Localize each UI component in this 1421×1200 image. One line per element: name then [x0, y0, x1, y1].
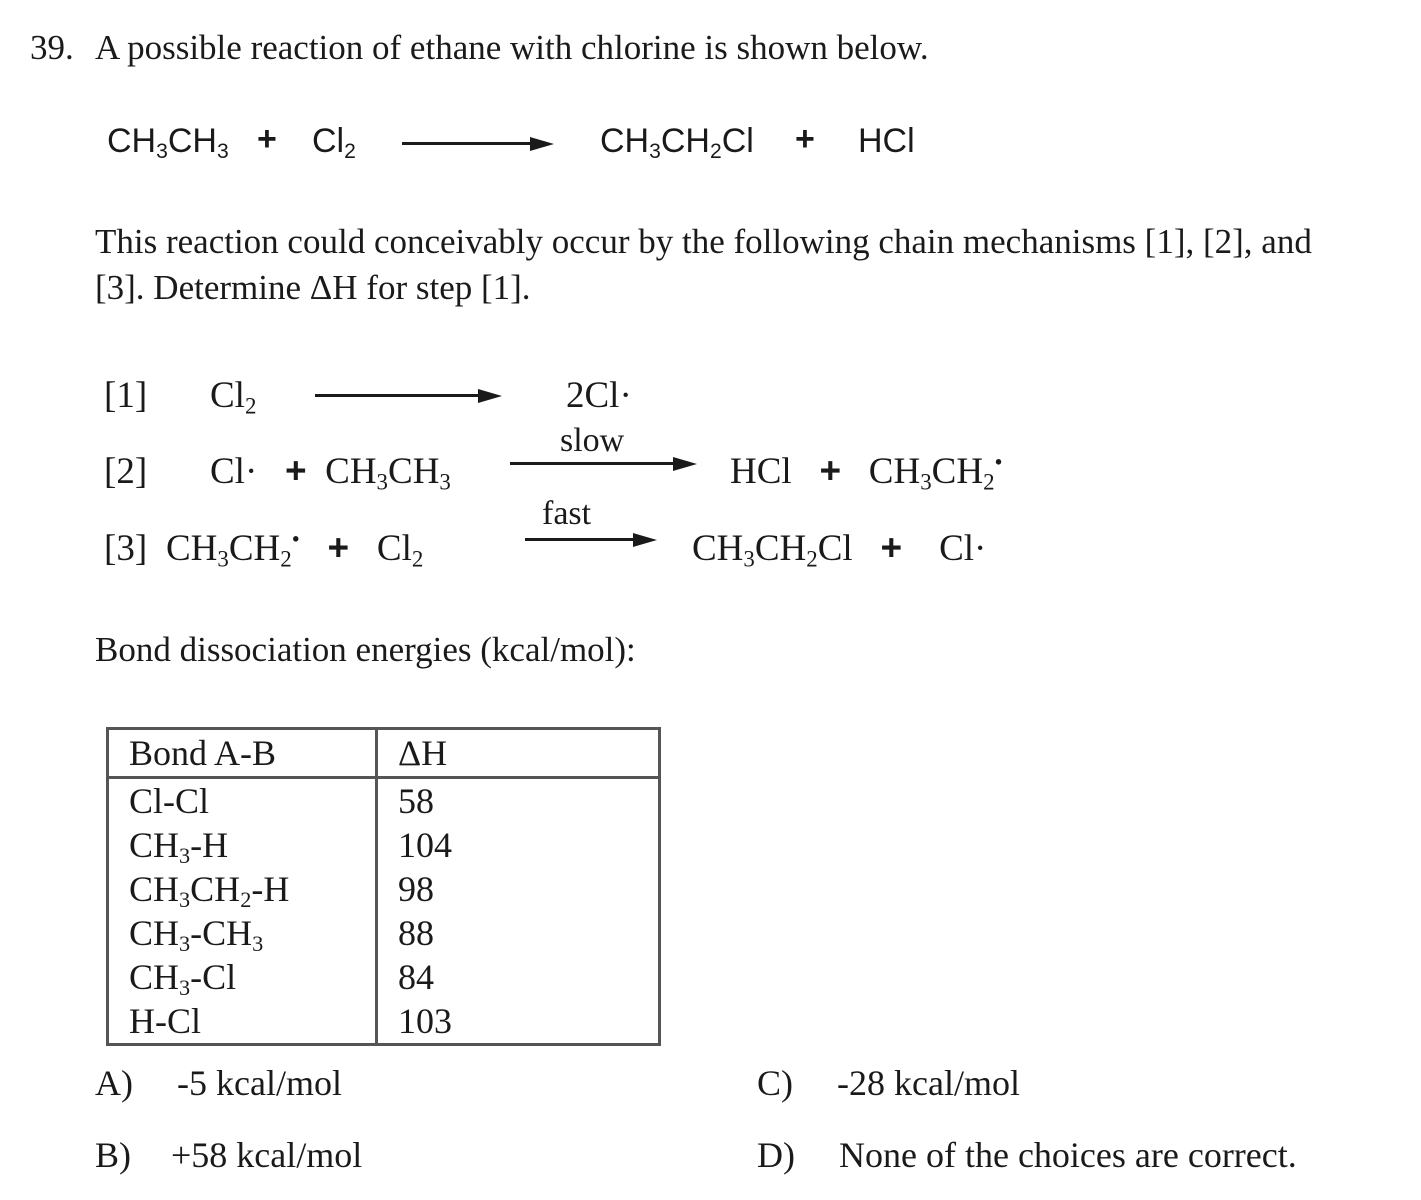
bde-value-cell: 84	[398, 957, 434, 997]
choice-d-letter: D)	[757, 1135, 795, 1175]
bde-bond-cell: $CH_3-H$	[108, 823, 377, 867]
instruction-line-1: This reaction could conceivably occur by the following chain mechanisms [1], [2], and	[95, 222, 1312, 261]
overall-arrow-head	[530, 137, 554, 151]
table-row	[108, 867, 660, 911]
instruction-line-2: [3]. Determine ΔH for step [1].	[95, 268, 531, 307]
bde-header-bond: Bond A-B	[108, 729, 377, 778]
table-row	[108, 823, 660, 867]
step-3-products: $CH_3CH_2Cl$ + Cl·	[692, 527, 987, 572]
table-row	[108, 778, 660, 824]
table-row	[108, 955, 660, 999]
step-1-product: 2Cl·	[566, 375, 632, 416]
step-3-arrow-head	[633, 533, 657, 547]
bde-value-cell: 88	[398, 913, 434, 953]
choice-c[interactable]	[757, 1062, 1020, 1104]
step-1-reactant: $Cl_2$	[210, 375, 257, 419]
bde-bond-cell: Cl-Cl	[108, 778, 377, 824]
choice-a-text: -5 kcal/mol	[177, 1063, 342, 1103]
step-2-products: HCl + $CH_3CH_2^•$	[730, 449, 1003, 495]
table-row	[108, 911, 660, 955]
step-2-reactants: $Cl\cdot + CH_3CH_3$	[210, 450, 451, 495]
overall-arrow-line	[402, 142, 532, 145]
bde-bond-cell: $CH_3CH_2-H$	[108, 867, 377, 911]
bde-value-cell: 104	[398, 825, 452, 865]
overall-plus-2: +	[795, 120, 815, 158]
step-1-label: [1]	[104, 375, 148, 416]
overall-reactant-1: $CH_3CH_3$	[107, 122, 229, 163]
question-prompt: A possible reaction of ethane with chlorine is shown below.	[95, 28, 929, 67]
step-3-reactants: $CH_3CH_2^•$ + $Cl_2$	[166, 526, 424, 572]
bde-bond-cell: $CH_3-Cl$	[108, 955, 377, 999]
step-2-arrow-label: slow	[560, 422, 625, 459]
choice-d-text: None of the choices are correct.	[839, 1135, 1297, 1175]
choice-a[interactable]	[95, 1062, 342, 1104]
choice-d[interactable]	[757, 1134, 1297, 1176]
step-3-arrow-label: fast	[542, 495, 592, 532]
step-3-arrow-line	[525, 538, 635, 541]
choice-b-letter: B)	[95, 1135, 131, 1175]
bde-header-dh: ΔH	[377, 729, 660, 778]
bde-header-row	[108, 729, 660, 778]
step-1-arrow-head	[478, 389, 502, 403]
choice-a-letter: A)	[95, 1063, 133, 1103]
bde-value-cell: 98	[398, 869, 434, 909]
overall-reactant-2: $Cl_2$	[312, 122, 356, 163]
choice-c-text: -28 kcal/mol	[837, 1063, 1020, 1103]
choice-b[interactable]	[95, 1134, 362, 1176]
table-row	[108, 999, 660, 1045]
step-2-label: [2]	[104, 451, 148, 492]
bde-caption: Bond dissociation energies (kcal/mol):	[95, 630, 636, 669]
bde-value-cell: 58	[398, 781, 434, 821]
bde-bond-cell: H-Cl	[108, 999, 377, 1045]
overall-product-1: $CH_3CH_2Cl$	[600, 122, 754, 163]
bde-table	[106, 727, 661, 1046]
step-2-arrow-line	[510, 462, 675, 465]
step-1-arrow-line	[315, 394, 480, 397]
step-3-label: [3]	[104, 528, 148, 569]
bde-bond-cell: $CH_3-CH_3$	[108, 911, 377, 955]
choice-b-text: +58 kcal/mol	[171, 1135, 363, 1175]
step-2-arrow-head	[673, 457, 697, 471]
question-number: 39.	[30, 28, 74, 67]
overall-product-2: HCl	[858, 122, 915, 160]
bde-value-cell: 103	[398, 1001, 452, 1041]
overall-plus-1: +	[257, 120, 277, 158]
choice-c-letter: C)	[757, 1063, 793, 1103]
